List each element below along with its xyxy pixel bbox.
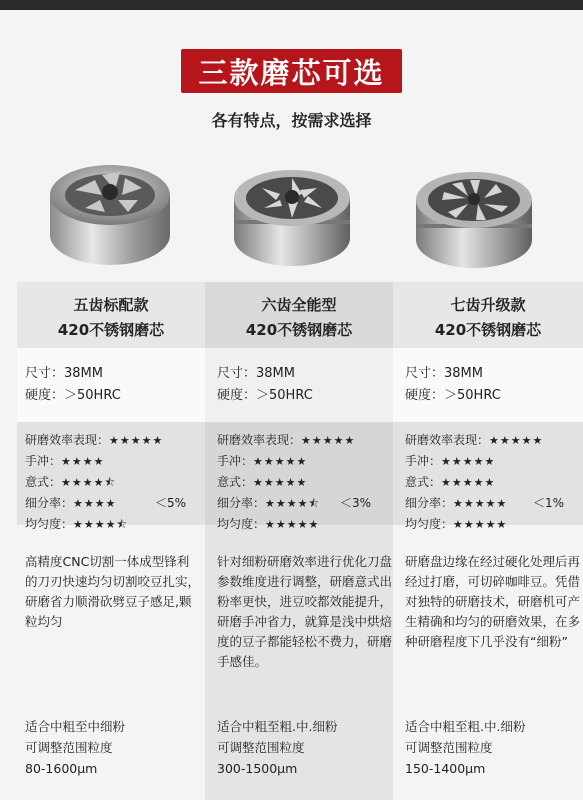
star-rating: ★★★★★ bbox=[489, 434, 544, 447]
rating-uniformity: 均匀度：★★★★★ bbox=[405, 517, 508, 531]
fit-block bbox=[17, 716, 201, 779]
fit-grind: 适合中粗至中细粉 bbox=[25, 719, 126, 734]
star-rating: ★★★★ bbox=[61, 455, 105, 468]
size-spec: 尺寸：38MM bbox=[25, 366, 103, 381]
star-rating: ★★★★★ bbox=[253, 476, 308, 489]
spec-block bbox=[393, 348, 583, 422]
rating-espresso: 意式：★★★★⯪ bbox=[25, 475, 116, 489]
star-rating: ★★★★⯪ bbox=[265, 497, 320, 510]
model-name: 七齿升级款 bbox=[450, 296, 526, 314]
fit-range-label: 可调整范围粒度 bbox=[217, 740, 305, 755]
six-tooth-burr-image bbox=[222, 150, 362, 280]
rating-pour-over: 手冲：★★★★★ bbox=[217, 454, 308, 468]
fit-range-label: 可调整范围粒度 bbox=[25, 740, 113, 755]
model-material: 420不锈钢磨芯 bbox=[245, 321, 353, 339]
size-spec: 尺寸：38MM bbox=[217, 366, 295, 381]
rating-uniformity: 均匀度：★★★★⯪ bbox=[25, 517, 128, 531]
description: 针对细粉研磨效率进行优化刀盘参数维度进行调整，研磨意式出粉率更快，进豆咬都效能提升，研磨手冲省力，就算是浅中烘焙度的豆子都能轻松不费力，研磨手感佳。 bbox=[217, 554, 393, 669]
star-rating: ★★★★★ bbox=[441, 455, 496, 468]
five-tooth-burr-image bbox=[40, 150, 180, 280]
rating-efficiency: 研磨效率表现：★★★★★ bbox=[405, 433, 544, 447]
rating-fines: 细分率：★★★★⯪ bbox=[217, 496, 320, 510]
model-material: 420不锈钢磨芯 bbox=[434, 321, 542, 339]
rating-espresso: 意式：★★★★★ bbox=[405, 475, 496, 489]
star-rating: ★★★★ bbox=[73, 497, 117, 510]
model-name: 五齿标配款 bbox=[73, 296, 149, 314]
star-rating: ★★★★⯪ bbox=[73, 518, 128, 531]
column-header bbox=[17, 282, 205, 348]
spec-block bbox=[17, 348, 205, 422]
star-rating: ★★★★★ bbox=[109, 434, 164, 447]
rating-efficiency: 研磨效率表现：★★★★★ bbox=[217, 433, 356, 447]
column-header bbox=[393, 282, 583, 348]
hardness-spec: 硬度：＞50HRC bbox=[405, 388, 501, 403]
description: 研磨盘边缘在经过硬化处理后再经过打磨，可切碎咖啡豆。凭借对独特的研磨技术，研磨机可产生精确和均匀的研磨效果，在多种研磨程度下几乎没有“细粉” bbox=[405, 554, 581, 649]
fit-grind: 适合中粗至粗.中.细粉 bbox=[217, 719, 338, 734]
model-name: 六齿全能型 bbox=[261, 296, 337, 314]
burr-column-seven-tooth bbox=[393, 282, 583, 800]
rating-pour-over: 手冲：★★★★★ bbox=[405, 454, 496, 468]
star-rating: ★★★★★ bbox=[301, 434, 356, 447]
fines-percent: ＜5% bbox=[155, 496, 187, 510]
star-rating: ★★★★⯪ bbox=[61, 476, 116, 489]
size-spec: 尺寸：38MM bbox=[405, 366, 483, 381]
model-material: 420不锈钢磨芯 bbox=[57, 321, 165, 339]
fit-range-value: 80-1600μm bbox=[25, 761, 98, 776]
rating-efficiency: 研磨效率表现：★★★★★ bbox=[25, 433, 164, 447]
ratings-block bbox=[393, 422, 583, 531]
rating-pour-over: 手冲：★★★★ bbox=[25, 454, 105, 468]
rating-uniformity: 均匀度：★★★★★ bbox=[217, 517, 320, 531]
fit-range-value: 300-1500μm bbox=[217, 761, 298, 776]
fit-block bbox=[205, 716, 393, 779]
fines-percent: ＜1% bbox=[533, 496, 565, 510]
hardness-spec: 硬度：＞50HRC bbox=[217, 388, 313, 403]
burr-column-five-tooth bbox=[17, 282, 205, 800]
column-header bbox=[205, 282, 393, 348]
fines-percent: ＜3% bbox=[340, 496, 372, 510]
rating-espresso: 意式：★★★★★ bbox=[217, 475, 308, 489]
rating-fines: 细分率：★★★★ bbox=[25, 496, 117, 510]
seven-tooth-burr-image bbox=[404, 150, 544, 280]
star-rating: ★★★★★ bbox=[453, 497, 508, 510]
star-rating: ★★★★★ bbox=[453, 518, 508, 531]
rating-fines: 细分率：★★★★★ bbox=[405, 496, 508, 510]
fit-grind: 适合中粗至粗.中.细粉 bbox=[405, 719, 526, 734]
star-rating: ★★★★★ bbox=[265, 518, 320, 531]
star-rating: ★★★★★ bbox=[441, 476, 496, 489]
spec-block bbox=[205, 348, 393, 422]
top-bar bbox=[0, 0, 583, 10]
burr-images bbox=[0, 150, 583, 280]
ratings-block bbox=[17, 422, 205, 531]
page-title: 三款磨芯可选 bbox=[181, 49, 402, 93]
hardness-spec: 硬度：＞50HRC bbox=[25, 388, 121, 403]
fit-range-label: 可调整范围粒度 bbox=[405, 740, 493, 755]
fit-block bbox=[393, 716, 581, 779]
page-subtitle: 各有特点，按需求选择 bbox=[211, 111, 372, 130]
description: 高精度CNC切割一体成型锋利的刀刃快速均匀切割咬豆扎实，研磨省力顺滑砍劈豆子感足,颗粒均匀 bbox=[25, 554, 201, 629]
fit-range-value: 150-1400μm bbox=[405, 761, 486, 776]
ratings-block bbox=[205, 422, 393, 531]
star-rating: ★★★★★ bbox=[253, 455, 308, 468]
burr-column-six-tooth bbox=[205, 282, 393, 800]
